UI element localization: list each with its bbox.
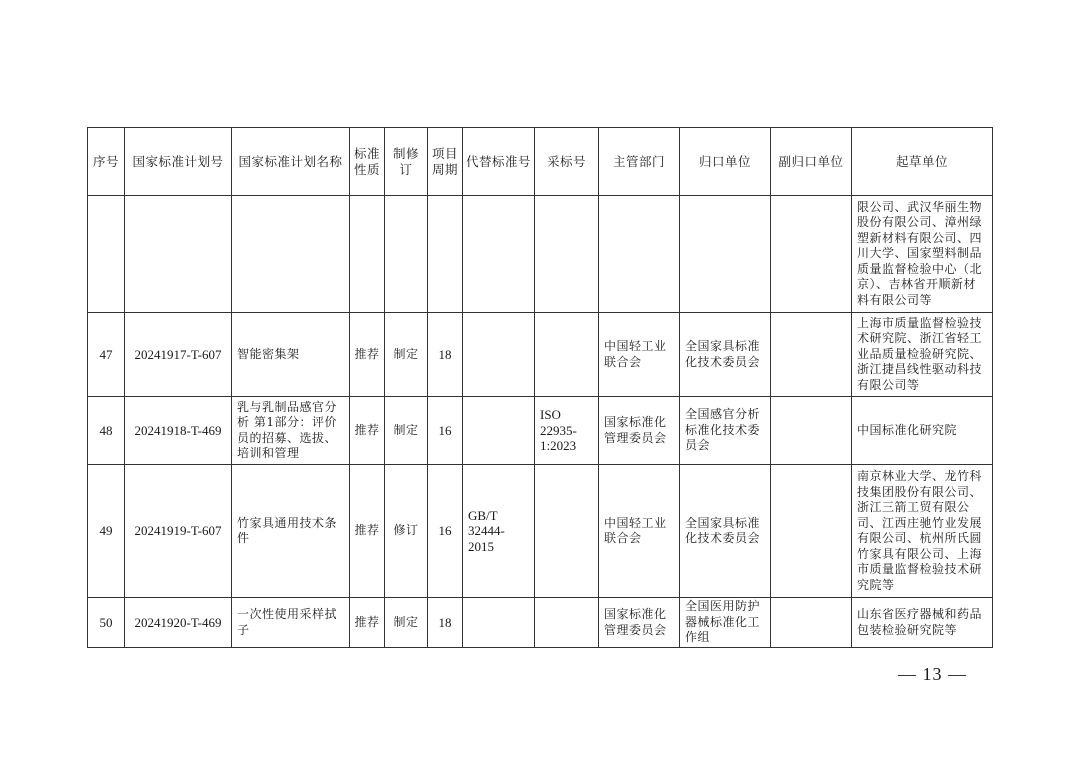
col-header-drafter: 起草单位 [852,128,993,196]
table-row [88,196,993,313]
cell-nature: 推荐 [350,313,385,397]
cell-drafter: 中国标准化研究院 [852,397,993,465]
cell-plan-name: 乳与乳制品感官分析 第1部分：评价员的招募、选拔、培训和管理 [232,397,350,465]
col-header-seq: 序号 [88,128,125,196]
cell-drafter: 南京林业大学、龙竹科技集团股份有限公司、浙江三箭工贸有限公司、江西庄驰竹业发展有限公司、杭州所氏圆竹家具有限公司、上海市质量监督检验技术研究院等 [852,465,993,598]
cell-unit [680,196,771,313]
cell-drafter: 山东省医疗器械和药品包装检验研究院等 [852,598,993,648]
cell-nature: 推荐 [350,465,385,598]
col-header-adopt: 采标号 [535,128,599,196]
cell-unit: 全国感官分析标准化技术委员会 [680,397,771,465]
header-row [88,128,993,196]
col-header-dept: 主管部门 [599,128,680,196]
cell-adopt [535,196,599,313]
col-header-deputy: 副归口单位 [771,128,852,196]
table-row [88,598,993,648]
cell-dept [599,196,680,313]
cell-unit: 全国家具标准化技术委员会 [680,313,771,397]
cell-deputy [771,598,852,648]
cell-deputy [771,196,852,313]
cell-dept: 中国轻工业联合会 [599,313,680,397]
cell-revise: 修订 [385,465,428,598]
cell-adopt: ISO 22935-1:2023 [535,397,599,465]
cell-seq [88,196,125,313]
cell-seq: 47 [88,313,125,397]
cell-dept: 国家标准化管理委员会 [599,598,680,648]
page-number: — 13 — [898,664,967,684]
table-row [88,313,993,397]
cell-revise: 制定 [385,397,428,465]
cell-seq: 48 [88,397,125,465]
cell-unit: 全国家具标准化技术委员会 [680,465,771,598]
col-header-replace: 代替标准号 [463,128,535,196]
cell-nature [350,196,385,313]
standards-plan-table [87,127,993,648]
cell-adopt [535,465,599,598]
cell-replace [463,196,535,313]
cell-cycle [428,196,463,313]
col-header-revise: 制修订 [385,128,428,196]
cell-plan-name: 智能密集架 [232,313,350,397]
cell-nature: 推荐 [350,397,385,465]
col-header-plan-no: 国家标准计划号 [125,128,232,196]
cell-deputy [771,465,852,598]
cell-adopt [535,598,599,648]
col-header-nature: 标准性质 [350,128,385,196]
col-header-unit: 归口单位 [680,128,771,196]
cell-cycle: 18 [428,598,463,648]
cell-revise [385,196,428,313]
cell-plan-no [125,196,232,313]
cell-dept: 国家标准化管理委员会 [599,397,680,465]
cell-drafter: 上海市质量监督检验技术研究院、浙江省轻工业品质量检验研究院、浙江捷昌线性驱动科技有限公司等 [852,313,993,397]
cell-cycle: 18 [428,313,463,397]
cell-cycle: 16 [428,465,463,598]
cell-plan-name [232,196,350,313]
cell-cycle: 16 [428,397,463,465]
cell-plan-no: 20241920-T-469 [125,598,232,648]
cell-replace [463,598,535,648]
cell-adopt [535,313,599,397]
cell-revise: 制定 [385,313,428,397]
cell-replace [463,313,535,397]
col-header-plan-name: 国家标准计划名称 [232,128,350,196]
cell-dept: 中国轻工业联合会 [599,465,680,598]
table-row [88,465,993,598]
col-header-cycle: 项目周期 [428,128,463,196]
cell-unit: 全国医用防护器械标准化工作组 [680,598,771,648]
cell-replace [463,397,535,465]
cell-seq: 49 [88,465,125,598]
cell-revise: 制定 [385,598,428,648]
cell-plan-no: 20241919-T-607 [125,465,232,598]
cell-plan-name: 竹家具通用技术条件 [232,465,350,598]
cell-plan-no: 20241918-T-469 [125,397,232,465]
cell-seq: 50 [88,598,125,648]
cell-deputy [771,313,852,397]
cell-drafter: 限公司、武汉华丽生物股份有限公司、漳州绿塑新材料有限公司、四川大学、国家塑料制品质量监督检验中心（北京）、吉林省开顺新材料有限公司等 [852,196,993,313]
cell-plan-name: 一次性使用采样拭子 [232,598,350,648]
cell-replace: GB/T 32444-2015 [463,465,535,598]
cell-deputy [771,397,852,465]
table-row [88,397,993,465]
cell-nature: 推荐 [350,598,385,648]
cell-plan-no: 20241917-T-607 [125,313,232,397]
